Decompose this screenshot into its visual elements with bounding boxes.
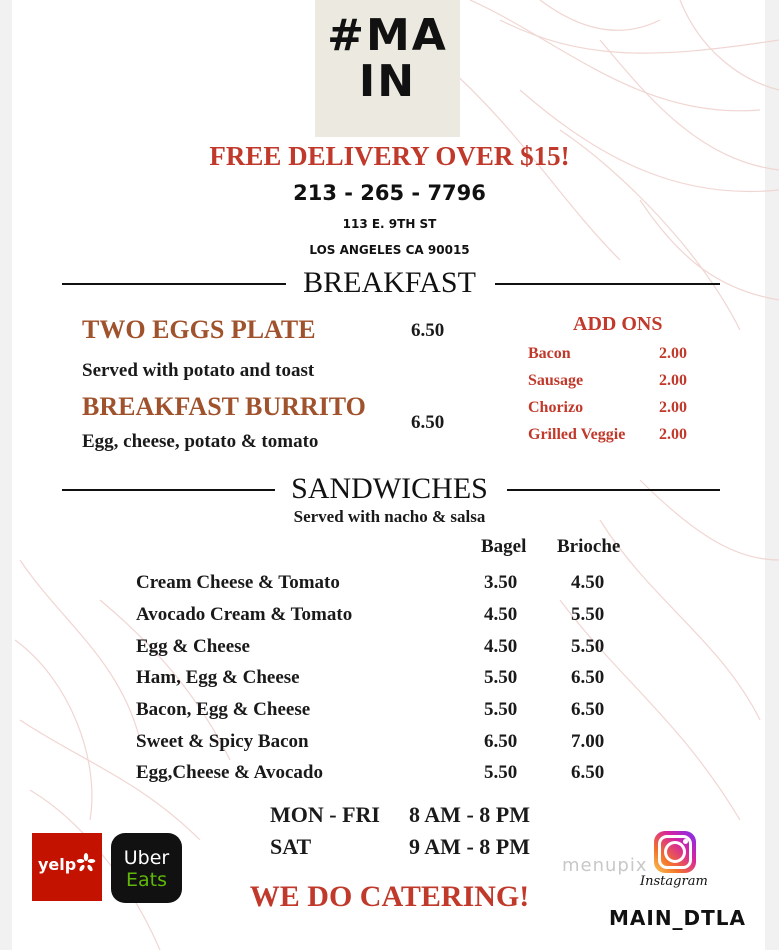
hours-days: SAT [270, 834, 312, 859]
bagel-price: 3.50 [484, 572, 518, 593]
address-city: LOS ANGELES CA 90015 [309, 243, 470, 257]
hours-days: MON - FRI [270, 802, 380, 827]
breakfast-item-price: 6.50 [411, 412, 445, 433]
instagram-icon-dot [683, 839, 688, 844]
add-on-price: 2.00 [659, 372, 687, 389]
address-street: 113 E. 9TH ST [342, 217, 437, 231]
divider-right [495, 283, 720, 285]
sandwich-name: Egg & Cheese [136, 636, 250, 657]
bagel-price: 5.50 [484, 762, 518, 783]
add-on-name: Chorizo [528, 399, 584, 416]
brioche-price: 6.50 [571, 667, 605, 688]
bagel-price: 4.50 [484, 636, 518, 657]
sandwich-row [136, 636, 636, 664]
add-on-row [528, 399, 698, 421]
sandwiches-subheading: Served with nacho & salsa [293, 507, 486, 526]
menupix-watermark: menupix [562, 855, 648, 876]
sandwich-row [136, 731, 636, 759]
yelp-burst-icon [76, 853, 96, 873]
brioche-price: 6.50 [571, 762, 605, 783]
instagram-handle[interactable]: MAIN_DTLA [609, 906, 747, 930]
catering-banner: WE DO CATERING! [249, 880, 530, 913]
brioche-price: 6.50 [571, 699, 605, 720]
sandwich-name: Ham, Egg & Cheese [136, 667, 300, 688]
uber-eats-line2: Eats [126, 869, 167, 891]
sandwich-row [136, 699, 636, 727]
breakfast-item-description: Served with potato and toast [82, 360, 315, 381]
add-on-name: Bacon [528, 345, 571, 362]
add-on-price: 2.00 [659, 345, 687, 362]
bagel-price: 5.50 [484, 699, 518, 720]
add-on-name: Grilled Veggie [528, 426, 626, 443]
breakfast-item-title: BREAKFAST BURRITO [82, 392, 366, 421]
add-ons-heading: ADD ONS [573, 313, 663, 335]
sandwich-row [136, 667, 636, 695]
sandwich-name: Sweet & Spicy Bacon [136, 731, 309, 752]
logo [315, 0, 460, 137]
hours-time: 8 AM - 8 PM [409, 802, 530, 827]
sandwich-row [136, 604, 636, 632]
uber-eats-badge[interactable] [111, 833, 182, 903]
breakfast-heading: BREAKFAST [303, 266, 476, 299]
add-on-row [528, 345, 698, 367]
hours-row [270, 802, 570, 832]
sandwich-name: Avocado Cream & Tomato [136, 604, 353, 625]
sandwich-row [136, 762, 636, 790]
add-on-row [528, 426, 698, 448]
breakfast-section-header [0, 267, 779, 299]
hours-row [270, 834, 570, 864]
brioche-price: 5.50 [571, 604, 605, 625]
phone-number[interactable]: 213 - 265 - 7796 [293, 181, 486, 205]
breakfast-item-description: Egg, cheese, potato & tomato [82, 431, 319, 452]
sandwich-name: Bacon, Egg & Cheese [136, 699, 311, 720]
bagel-price: 5.50 [484, 667, 518, 688]
instagram-label: Instagram [640, 874, 708, 889]
free-delivery-banner: FREE DELIVERY OVER $15! [209, 141, 570, 171]
bagel-price: 6.50 [484, 731, 518, 752]
sandwich-name: Egg,Cheese & Avocado [136, 762, 323, 783]
breakfast-item-title: TWO EGGS PLATE [82, 315, 316, 344]
uber-eats-line1: Uber [123, 847, 170, 869]
sandwiches-section-header [0, 473, 779, 505]
column-header-brioche: Brioche [557, 536, 621, 557]
add-on-price: 2.00 [659, 426, 687, 443]
brioche-price: 5.50 [571, 636, 605, 657]
add-on-name: Sausage [528, 372, 584, 389]
sandwiches-heading: SANDWICHES [291, 472, 488, 505]
hours-time: 9 AM - 8 PM [409, 834, 530, 859]
instagram-icon-lens [664, 841, 686, 863]
yelp-badge[interactable] [32, 833, 102, 901]
divider-right [507, 489, 720, 491]
brioche-price: 7.00 [571, 731, 605, 752]
sandwich-row [136, 572, 636, 600]
brioche-price: 4.50 [571, 572, 605, 593]
bagel-price: 4.50 [484, 604, 518, 625]
column-header-bagel: Bagel [481, 536, 527, 557]
add-on-row [528, 372, 698, 394]
add-on-price: 2.00 [659, 399, 687, 416]
logo-text-line1: #MA [327, 10, 448, 61]
logo-text-line2: IN [358, 56, 417, 107]
breakfast-item-price: 6.50 [411, 320, 445, 341]
instagram-icon[interactable] [654, 831, 696, 873]
sandwich-name: Cream Cheese & Tomato [136, 572, 340, 593]
yelp-wordmark: yelp [38, 855, 77, 874]
